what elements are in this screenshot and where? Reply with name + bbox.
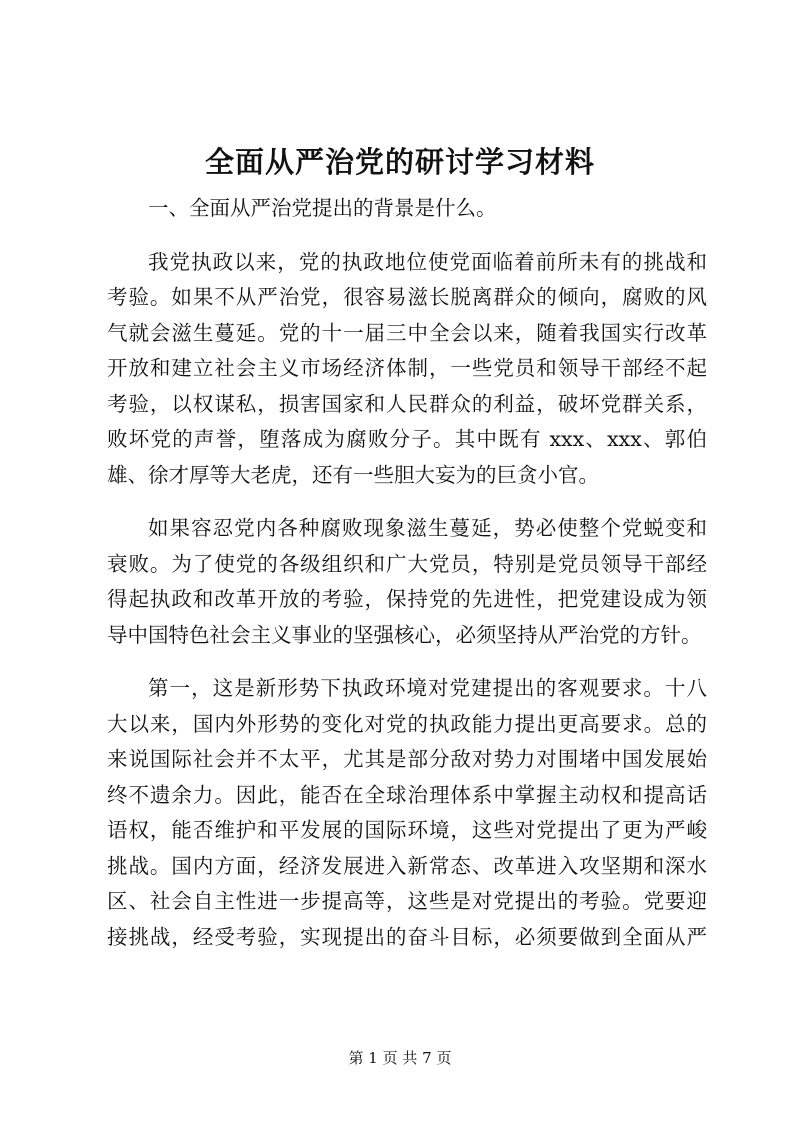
paragraph-3 [107,671,707,955]
paragraph-line: 得起执政和改革开放的考验，保持党的先进性，把党建设成为领 [107,587,707,611]
paragraph-1 [107,245,707,494]
paragraph-line: 衰败。为了使党的各级组织和广大党员，特别是党员领导干部经 [107,551,707,576]
document-body [107,191,707,955]
paragraph-line: 终不遗余力。因此，能否在全球治理体系中掌握主动权和提高话 [107,782,707,807]
paragraph-line: 如果容忍党内各种腐败现象滋生蔓延，势必使整个党蜕变和 [148,516,707,540]
paragraph-line: 第一，这是新形势下执政环境对党建提出的客观要求。十八 [148,676,707,700]
paragraph-line: 雄、徐才厚等大老虎，还有一些胆大妄为的巨贪小官。 [107,462,599,487]
paragraph-line: 区、社会自主性进一步提高等，这些是对党提出的考验。党要迎 [107,889,707,913]
paragraph-gap [107,227,707,245]
paragraph-line: 开放和建立社会主义市场经济体制，一些党员和领导干部经不起 [107,356,707,380]
paragraph-line: 导中国特色社会主义事业的坚强核心，必须坚持从严治党的方针。 [107,622,702,647]
document-title: 全面从严治党的研讨学习材料 [204,145,595,179]
paragraph-gap [107,653,707,671]
paragraph-gap [107,493,707,511]
paragraph-line: 大以来，国内外形势的变化对党的执政能力提出更高要求。总的 [107,711,707,736]
paragraph-line: 考验，以权谋私，损害国家和人民群众的利益，破坏党群关系， [107,391,707,416]
paragraph-line: 接挑战，经受考验，实现提出的奋斗目标，必须要做到全面从严 [107,924,707,949]
page-number-footer: 第 1 页 共 7 页 [348,1049,452,1067]
paragraph-line: 来说国际社会并不太平，尤其是部分敌对势力对围堵中国发展始 [107,747,707,771]
section-heading: 一、全面从严治党提出的背景是什么。 [148,196,497,220]
paragraph-line: 败坏党的声誉，堕落成为腐败分子。其中既有 xxx、xxx、郭伯 [107,427,707,451]
paragraph-line: 我党执政以来，党的执政地位使党面临着前所未有的挑战和 [148,249,707,274]
paragraph-line: 气就会滋生蔓延。党的十一届三中全会以来，随着我国实行改革 [107,320,707,345]
paragraph-line: 语权，能否维护和平发展的国际环境，这些对党提出了更为严峻 [107,818,707,842]
paragraph-line: 考验。如果不从严治党，很容易滋长脱离群众的倾向，腐败的风 [107,285,707,309]
paragraph-line: 挑战。国内方面，经济发展进入新常态、改革进入攻坚期和深水 [107,853,707,878]
paragraph-2 [107,511,707,653]
